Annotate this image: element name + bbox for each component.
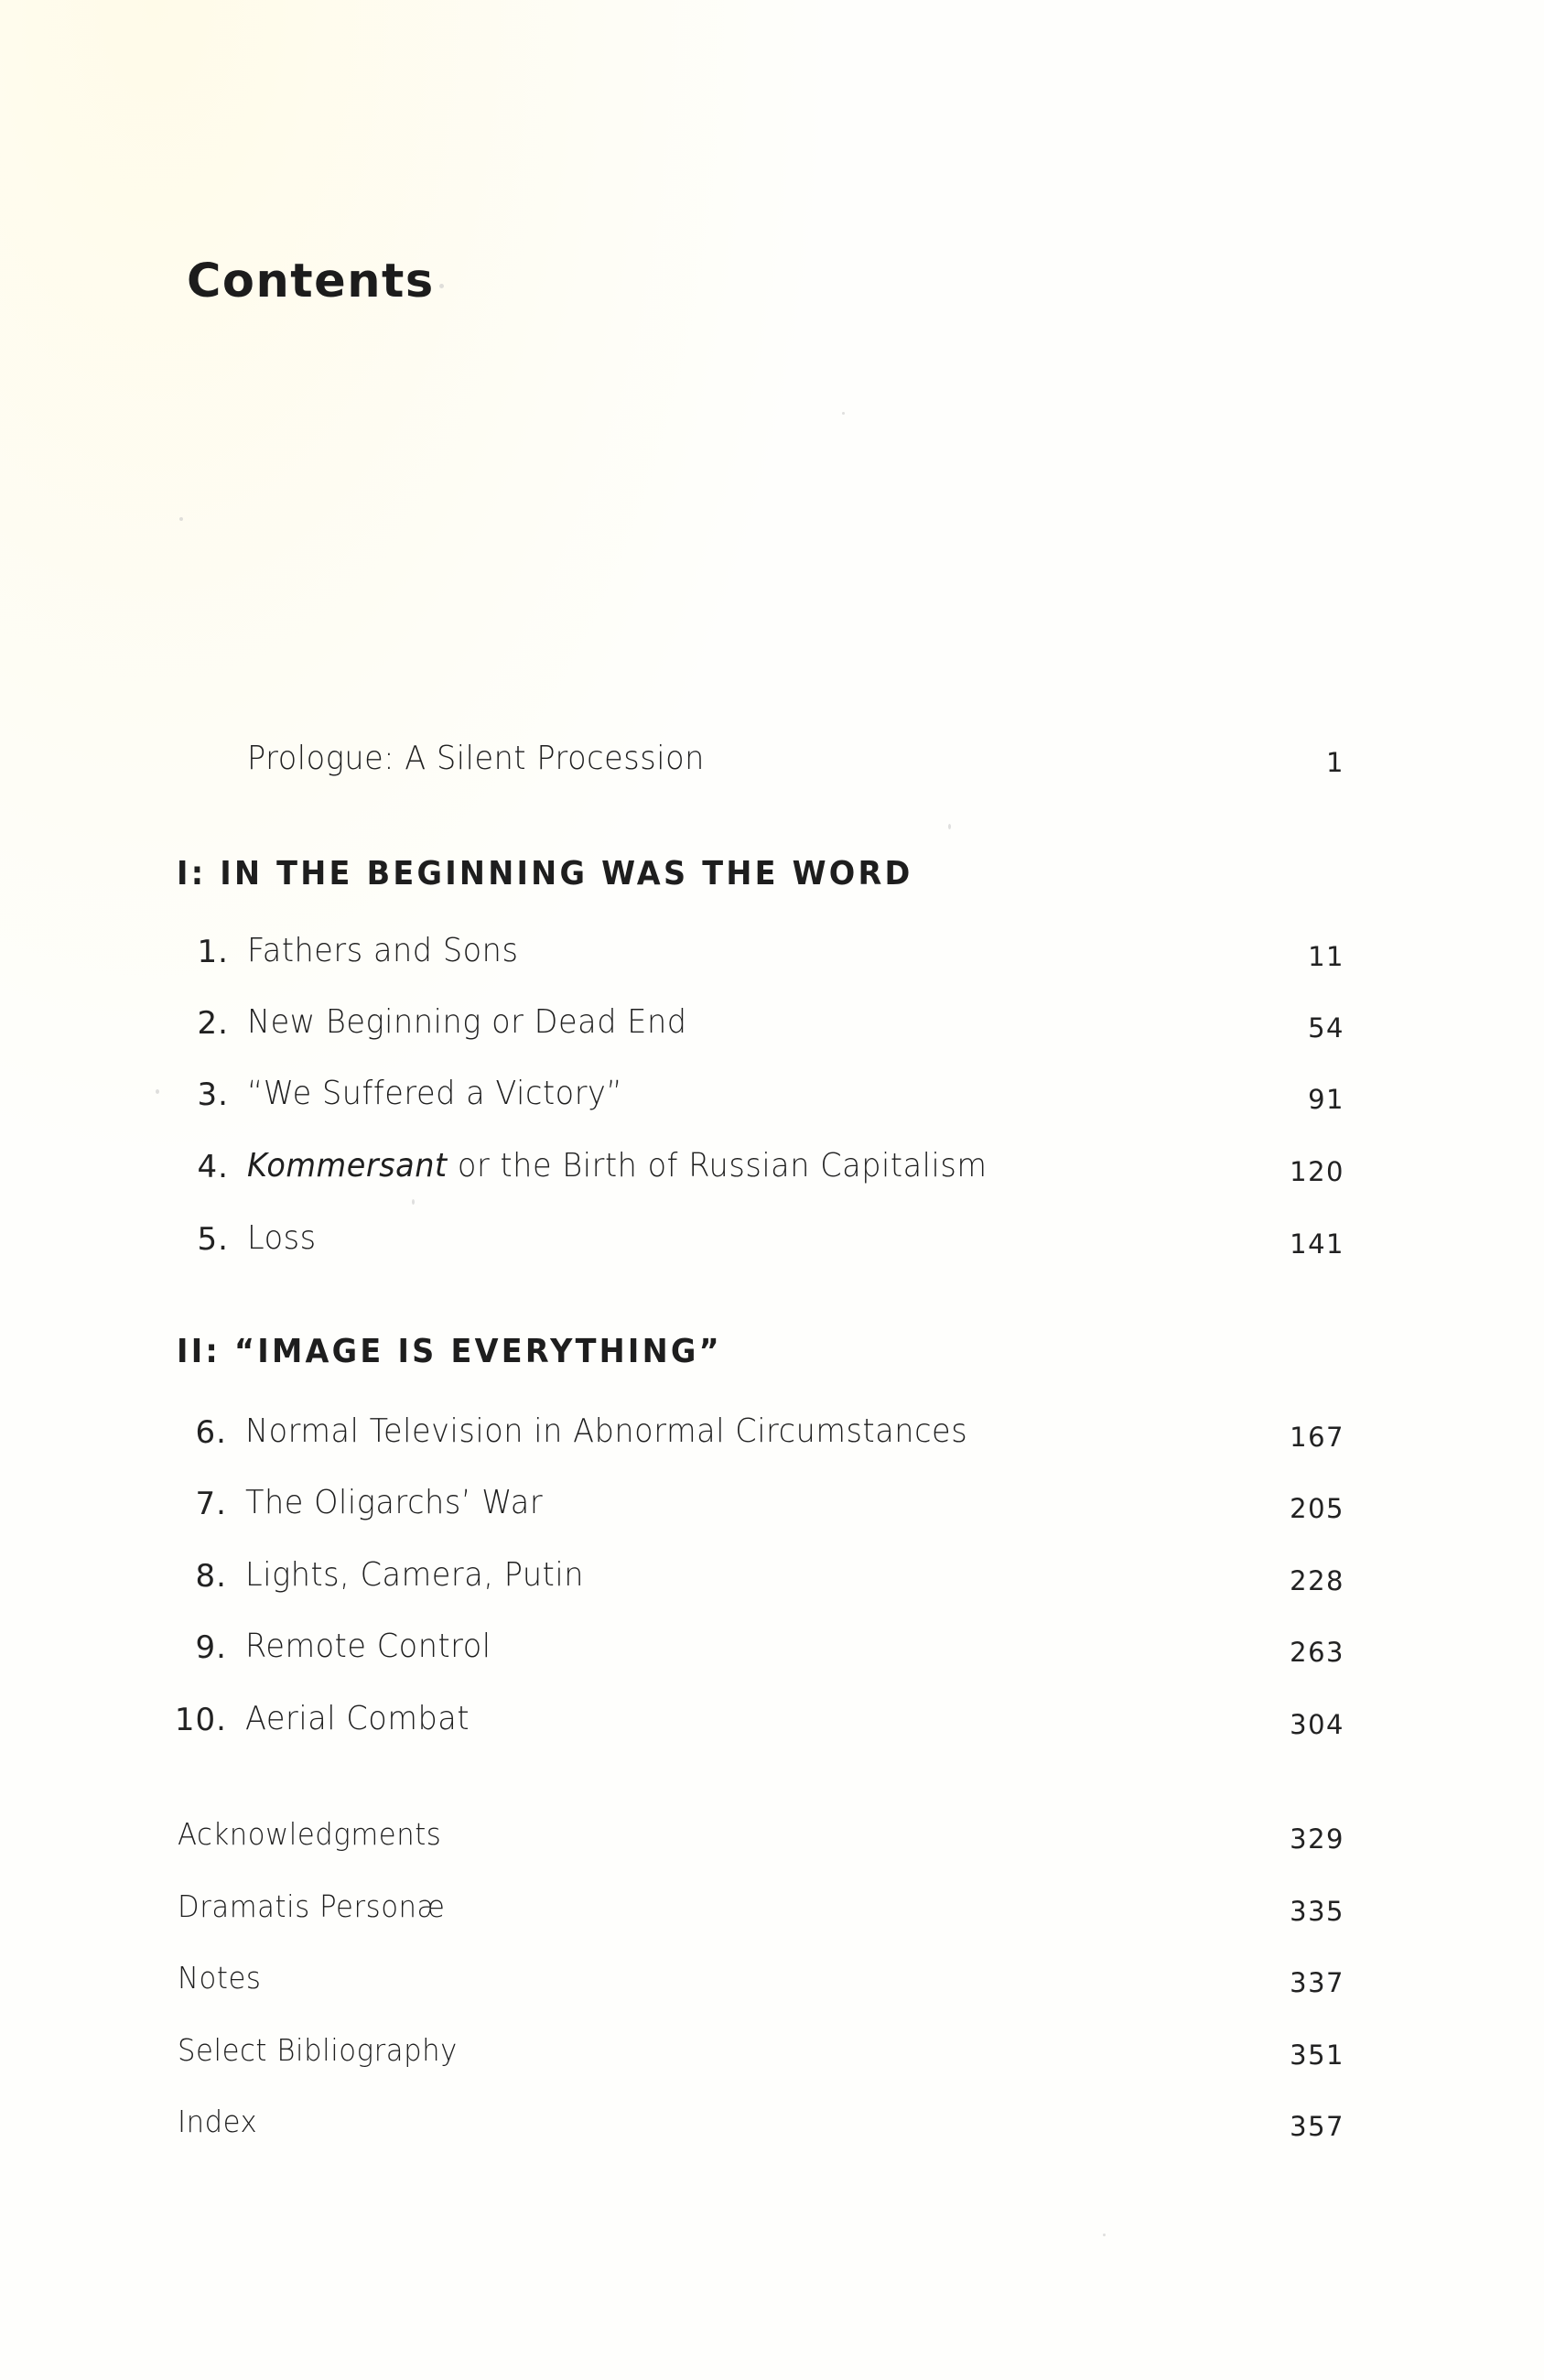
toc-entry-title: Loss	[247, 1219, 317, 1257]
toc-entry-title: Index	[178, 2104, 258, 2139]
part-heading: I: IN THE BEGINNING WAS THE WORD	[177, 855, 913, 892]
toc-entry-page-number: 120	[1290, 1156, 1344, 1187]
toc-entry-chapter[interactable]	[0, 1628, 1544, 1673]
chapter-number: 2.	[197, 1005, 229, 1042]
toc-entry-page-number: 54	[1308, 1012, 1344, 1044]
toc-entry-title: New Beginning or Dead End	[247, 1003, 687, 1041]
chapter-number: 7.	[195, 1486, 227, 1522]
scan-speck	[1103, 2234, 1106, 2236]
scan-speck	[842, 412, 845, 415]
page-title: Contents	[187, 254, 435, 308]
toc-entry-back-matter[interactable]	[0, 2032, 1544, 2078]
toc-entry-page-number: 337	[1290, 1967, 1344, 1998]
toc-entry-chapter[interactable]	[0, 1484, 1544, 1530]
toc-entry-prologue[interactable]	[0, 740, 1544, 785]
chapter-number: 8.	[195, 1558, 227, 1595]
toc-entry-back-matter[interactable]	[0, 1816, 1544, 1862]
toc-entry-title: “We Suffered a Victory”	[247, 1075, 623, 1112]
toc-entry-page-number: 357	[1290, 2111, 1344, 2142]
toc-entry-page-number: 304	[1290, 1709, 1344, 1740]
publication-title-italic: Kommersant	[247, 1147, 448, 1185]
chapter-number: 6.	[195, 1414, 227, 1451]
scan-speck	[412, 1199, 415, 1205]
toc-entry-chapter[interactable]	[0, 1556, 1544, 1602]
toc-entry-chapter[interactable]	[0, 1700, 1544, 1746]
scan-speck	[948, 824, 951, 829]
toc-entry-title: Notes	[178, 1960, 262, 1996]
chapter-number: 4.	[197, 1149, 229, 1185]
toc-entry-chapter[interactable]	[0, 1412, 1544, 1458]
chapter-number: 5.	[197, 1221, 229, 1258]
toc-entry-title: The Oligarchs’ War	[245, 1484, 544, 1521]
toc-entry-page-number: 351	[1290, 2039, 1344, 2071]
toc-entry-page-number: 228	[1290, 1565, 1344, 1596]
title-rest: or the Birth of Russian Capitalism	[447, 1147, 988, 1185]
toc-entry-page-number: 335	[1290, 1896, 1344, 1927]
part-heading: II: “IMAGE IS EVERYTHING”	[177, 1333, 722, 1370]
toc-entry-chapter[interactable]	[0, 1147, 1544, 1193]
toc-entry-title: Select Bibliography	[178, 2032, 458, 2068]
toc-entry-title: Fathers and Sons	[247, 932, 519, 969]
toc-entry-chapter[interactable]	[0, 1075, 1544, 1120]
toc-entry-page-number: 329	[1290, 1823, 1344, 1855]
toc-entry-page-number: 205	[1290, 1493, 1344, 1524]
toc-entry-page-number: 91	[1308, 1084, 1344, 1115]
chapter-number: 9.	[195, 1629, 227, 1666]
toc-entry-title: Aerial Combat	[245, 1700, 470, 1737]
toc-entry-title: Normal Television in Abnormal Circumstances	[245, 1412, 968, 1450]
toc-entry-title: Acknowledgments	[178, 1816, 442, 1852]
scan-speck	[179, 517, 183, 521]
toc-entry-chapter[interactable]	[0, 932, 1544, 978]
toc-entry-title: Remote Control	[245, 1628, 491, 1665]
scan-speck	[156, 1089, 159, 1094]
toc-entry-title: Prologue: A Silent Procession	[247, 740, 705, 777]
toc-entry-page-number: 263	[1290, 1637, 1344, 1668]
chapter-number: 3.	[197, 1076, 229, 1113]
toc-entry-chapter[interactable]	[0, 1219, 1544, 1265]
toc-entry-title: Lights, Camera, Putin	[245, 1556, 584, 1594]
toc-entry-page-number: 11	[1308, 941, 1344, 972]
toc-entry-page-number: 141	[1290, 1228, 1344, 1260]
chapter-number: 1.	[197, 934, 229, 970]
toc-entry-back-matter[interactable]	[0, 1960, 1544, 2006]
toc-entry-title	[247, 1147, 988, 1185]
toc-entry-back-matter[interactable]	[0, 2104, 1544, 2149]
toc-entry-chapter[interactable]	[0, 1003, 1544, 1049]
scan-speck	[439, 284, 444, 288]
toc-entry-back-matter[interactable]	[0, 1888, 1544, 1934]
chapter-number: 10.	[174, 1702, 227, 1738]
toc-entry-page-number: 1	[1326, 747, 1344, 778]
toc-entry-page-number: 167	[1290, 1422, 1344, 1453]
toc-entry-title: Dramatis Personæ	[178, 1888, 446, 1924]
